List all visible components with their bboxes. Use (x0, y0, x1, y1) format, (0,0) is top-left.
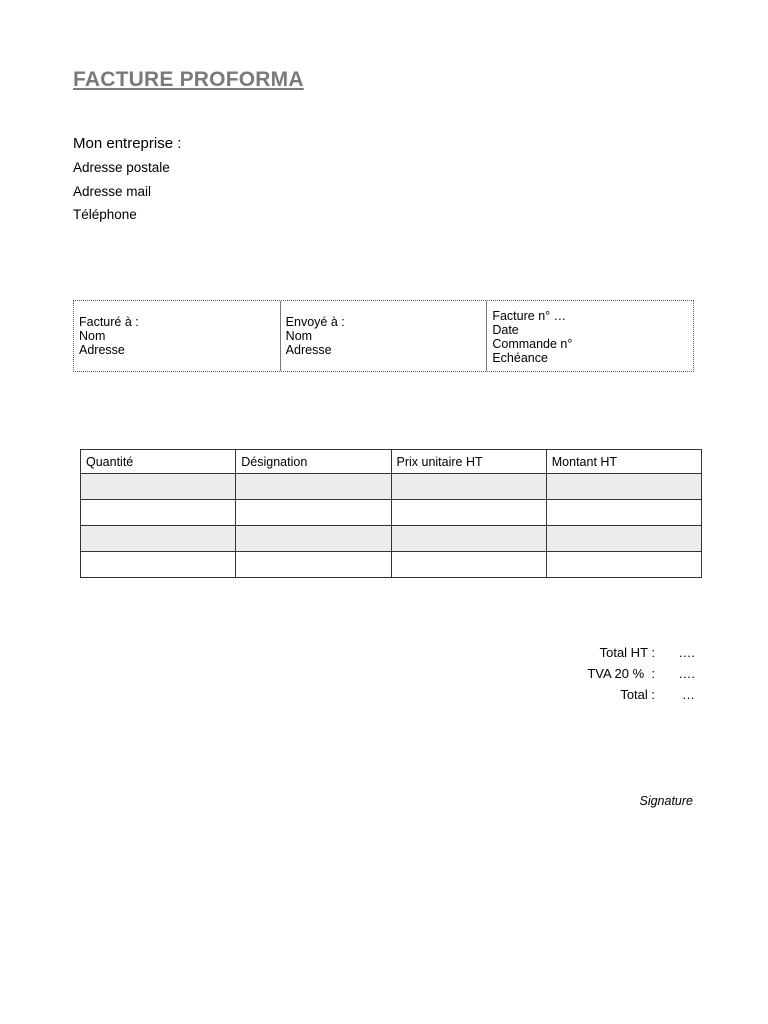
table-row (81, 500, 702, 526)
company-phone: Téléphone (73, 207, 137, 222)
table-cell[interactable] (546, 500, 701, 526)
signature-label: Signature (639, 794, 693, 808)
shipped-to-label: Envoyé à : (285, 315, 345, 329)
items-table (80, 449, 702, 578)
billed-to-cell (74, 301, 280, 371)
company-block (73, 134, 181, 230)
order-number: Commande n° (492, 337, 573, 351)
total-label: Total : (620, 687, 655, 702)
shipped-to-name: Nom (285, 329, 313, 343)
total-ht-row (587, 645, 695, 666)
table-cell[interactable] (236, 500, 391, 526)
column-header-unit-price: Prix unitaire HT (391, 450, 546, 474)
shipped-to-address: Adresse (285, 343, 332, 357)
table-cell[interactable] (546, 552, 701, 578)
items-header-row (81, 450, 702, 474)
table-cell[interactable] (391, 552, 546, 578)
due-date: Echéance (492, 351, 548, 365)
billed-to-label: Facturé à : (79, 315, 139, 329)
company-name: Mon entreprise : (73, 135, 182, 152)
company-postal-address: Adresse postale (73, 160, 170, 175)
invoice-info-cell (486, 301, 693, 371)
total-row (587, 687, 695, 708)
table-cell[interactable] (236, 552, 391, 578)
table-cell[interactable] (81, 500, 236, 526)
totals-block (587, 645, 695, 708)
table-row (81, 552, 702, 578)
vat-value: …. (678, 666, 695, 681)
total-value: … (682, 687, 695, 702)
shipped-to-cell (280, 301, 487, 371)
invoice-date: Date (492, 323, 519, 337)
vat-row (587, 666, 695, 687)
table-cell[interactable] (81, 552, 236, 578)
parties-panel (73, 300, 694, 372)
column-header-quantity: Quantité (81, 450, 236, 474)
document-title: FACTURE PROFORMA (73, 68, 304, 91)
table-row (81, 526, 702, 552)
table-row (81, 474, 702, 500)
column-header-designation: Désignation (236, 450, 391, 474)
column-header-amount: Montant HT (546, 450, 701, 474)
table-cell[interactable] (391, 474, 546, 500)
table-cell[interactable] (81, 474, 236, 500)
company-email: Adresse mail (73, 183, 152, 199)
billed-to-address: Adresse (79, 343, 125, 357)
total-ht-value: …. (678, 645, 695, 660)
table-cell[interactable] (546, 526, 701, 552)
table-cell[interactable] (391, 526, 546, 552)
invoice-number: Facture n° … (492, 309, 567, 323)
table-cell[interactable] (546, 474, 701, 500)
table-cell[interactable] (81, 526, 236, 552)
vat-label: TVA 20 % : (587, 666, 655, 681)
table-cell[interactable] (236, 526, 391, 552)
total-ht-label: Total HT : (599, 645, 655, 660)
billed-to-name: Nom (79, 329, 106, 343)
table-cell[interactable] (391, 500, 546, 526)
table-cell[interactable] (236, 474, 391, 500)
